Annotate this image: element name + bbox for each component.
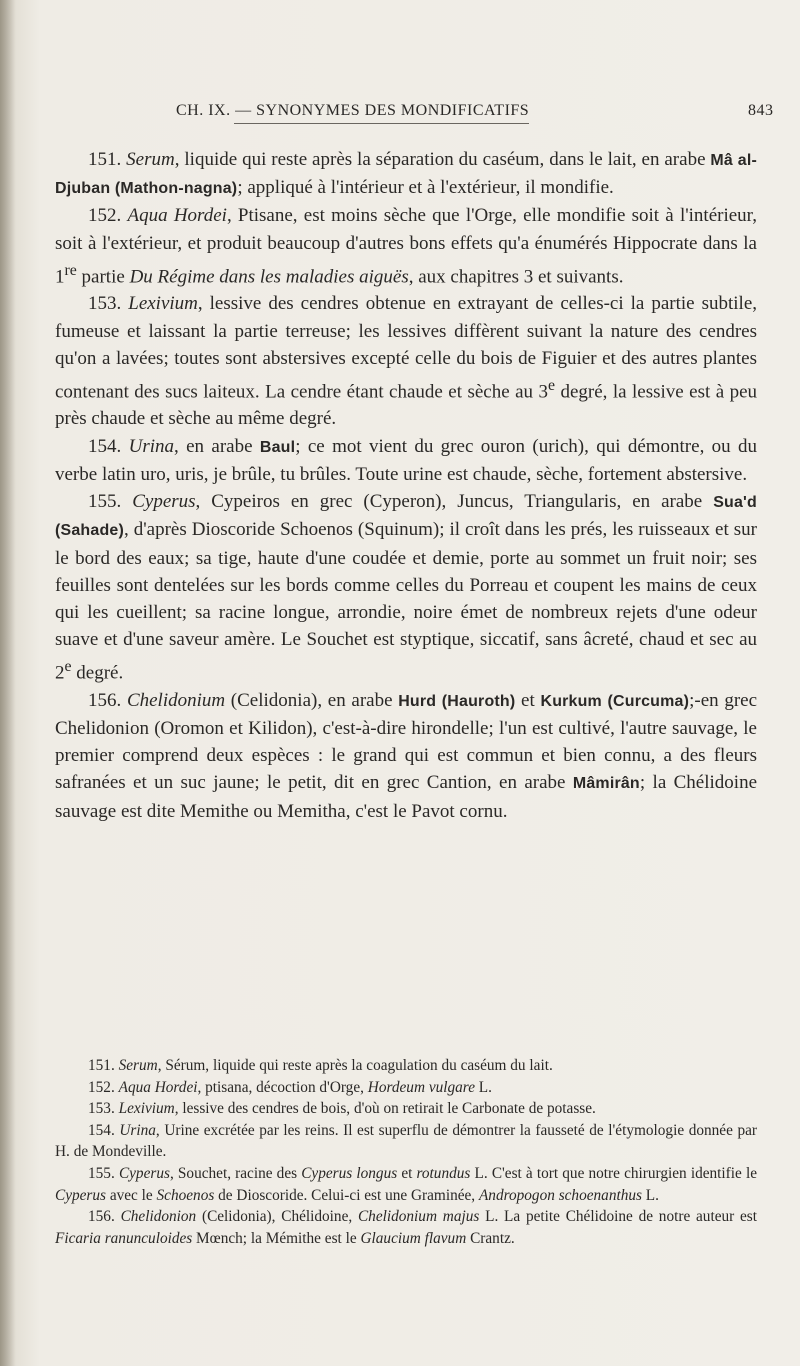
running-title: CH. IX. — SYNONYMES DES MONDIFICATIFS: [176, 102, 530, 119]
note-154: 154. Urina, Urine excrétée par les reins. Il est superflu de démontrer la fausseté de l'étymologie donnée par H. de Mondeville.: [55, 1121, 757, 1161]
term: Aqua Hordei: [127, 205, 227, 227]
binding-shadow: [0, 0, 16, 1366]
header-rule: [234, 123, 529, 124]
page-number: 843: [748, 102, 774, 119]
arabic-name: Sua'd (Sahade): [55, 494, 757, 540]
paragraph-156: 156. Chelidonium (Celidonia), en arabe Hurd (Hauroth) et Kurkum (Curcuma);-en grec Chelidonion (Oromon et Kilidon), c'est-à-dire hirondelle; l'un est cultivé, l'autre sauvage, le premier comprend deux espèces : le grand qui est commun et bien connu, a des fleurs safranées et un suc jaune; le petit, dit en grec Cantion, en arabe Mâmirân; la Chélidoine sauvage est dite Memithe ou Memitha, c'est le Pavot cornu.: [55, 689, 758, 822]
note-151: 151. Serum, Sérum, liquide qui reste après la coagulation du caséum du lait.: [88, 1057, 553, 1074]
note-153: 153. Lexivium, lessive des cendres de bois, d'où on retirait le Carbonate de potasse.: [88, 1100, 596, 1118]
paragraph-152: 152. Aqua Hordei, Ptisane, est moins sèche que l'Orge, elle mondifie soit à l'intérieur, soit à l'extérieur, et produit beaucoup d'autres bons effets qu'a énumérés Hippocrate dans la 1re partie Du Régime dans les maladies aiguës, aux chapitres 3 et suivants.: [55, 205, 757, 288]
note-156: 156. Chelidonion (Celidonia), Chélidoine, Chelidonium majus L. La petite Chélidoine de notre auteur est Ficaria ranunculoides Mœnch; la Mémithe est le Glaucium flavum Crantz.: [55, 1208, 757, 1247]
arabic-name: Mâmirân: [572, 775, 640, 793]
term: Urina: [128, 435, 175, 457]
paragraph-153: 153. Lexivium, lessive des cendres obtenue en extrayant de celles-ci la partie subtile, fumeuse et laissant la partie terreuse; les lessives diffèrent suivant la nature des cendres qu'on a lavées; toutes sont abstersives excepté celle du bois de Figuier et des autres plantes contenant des sucs laiteux. La cendre étant chaude et sèche au 3e degré, la lessive est à peu près chaude et sèche au même degré.: [55, 293, 758, 430]
arabic-name: Hurd (Hauroth): [398, 692, 516, 710]
arabic-name: Baul: [259, 438, 296, 456]
note-155: 155. Cyperus, Souchet, racine des Cyperus longus et rotundus L. C'est à tort que notre chirurgien identifie le Cyperus avec le Schoenos de Dioscoride. Celui-ci est une Graminée, Andropogon schoenanthus L.: [55, 1164, 757, 1204]
arabic-name: Mâ al-Djuban (Mathon-nagna): [55, 152, 757, 198]
note-152: 152. Aqua Hordei, ptisana, décoction d'Orge, Hordeum vulgare L.: [88, 1078, 492, 1096]
term: Cyperus: [132, 491, 196, 513]
arabic-name: Kurkum (Curcuma): [540, 692, 690, 710]
paragraph-155: 155. Cyperus, Cypeiros en grec (Cyperon), Juncus, Triangularis, en arabe Sua'd (Sahade), d'après Dioscoride Schoenos (Squinum); il croît dans les prés, les ruisseaux et sur le bord des eaux; sa tige, haute d'une coudée et demie, porte au sommet un fruit noir; ses feuilles sont dentelées sur les bords comme celles du Porreau et coupent les mains de ceux qui les cueillent; sa racine longue, arrondie, noire émet de nombreux rejets d'une odeur suave et d'une saveur amère. Le Souchet est styptique, siccatif, sans âcreté, chaud et sec au 2e degré.: [55, 491, 757, 684]
paragraph-151: 151. Serum, liquide qui reste après la séparation du caséum, dans le lait, en arabe Mâ al-Djuban (Mathon-nagna); appliqué à l'intérieur et à l'extérieur, il mondifie.: [55, 149, 757, 199]
paragraph-154: 154. Urina, en arabe Baul; ce mot vient du grec ouron (urich), qui démontre, ou du verbe latin uro, uris, je brûle, tu brûles. Toute urine est chaude, sèche, fortement abstersive.: [55, 435, 758, 485]
term: Serum: [126, 149, 175, 170]
term: Chelidonium: [126, 689, 226, 711]
footnotes: [55, 1055, 757, 1249]
main-text: [55, 146, 757, 825]
term: Lexivium: [128, 293, 198, 315]
